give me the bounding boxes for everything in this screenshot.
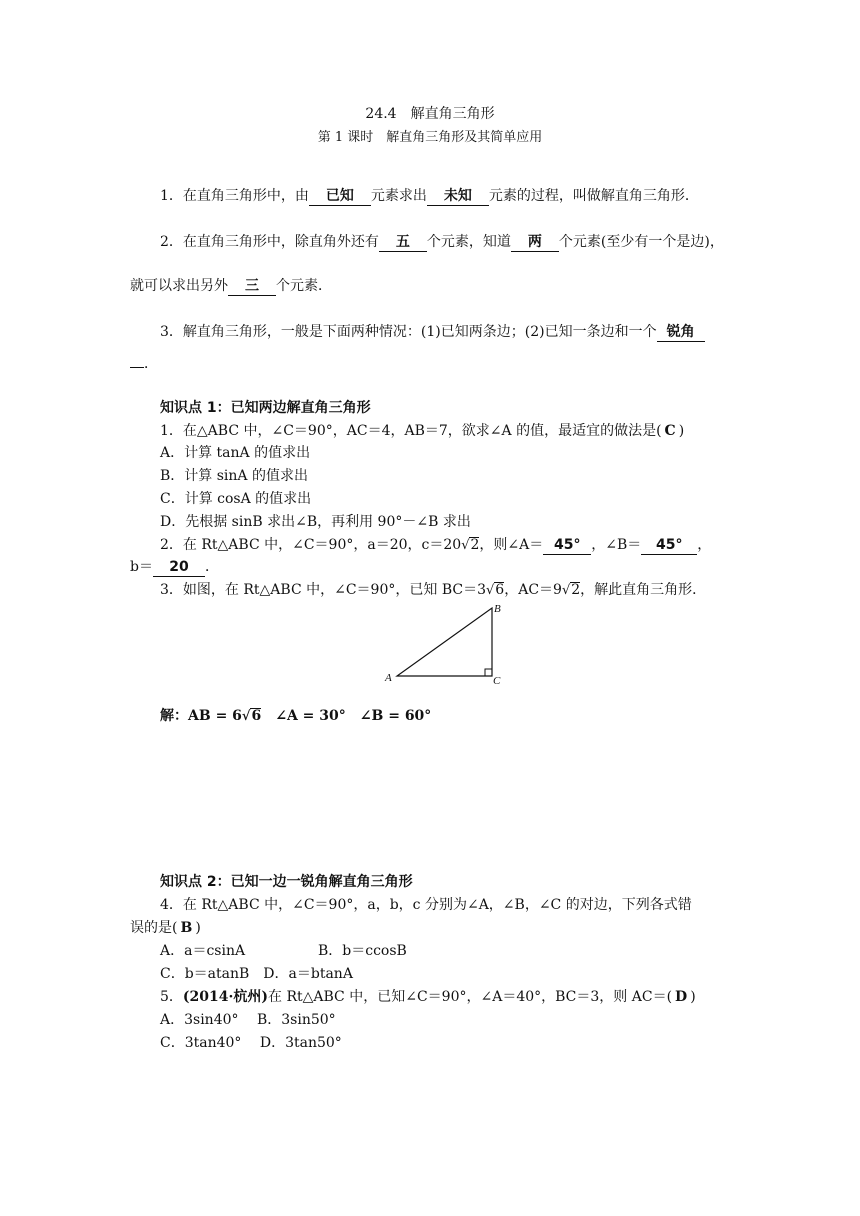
p3-radicand-1: 6 [495,582,505,598]
label-c: C [493,675,501,687]
problem-2: 2．在 Rt△ABC 中，∠C＝90°，a＝20，c＝20√2，则∠A＝ 45° ，∠B＝ 45° ， [160,537,712,553]
p3-text-a: 3．如图，在 Rt△ABC 中，∠C＝90°，已知 BC＝3 [160,582,486,598]
q1-text-a: 1．在直角三角形中，由 [160,188,309,204]
p2-answer-3: 20 [153,559,205,577]
p4-option-cd: C．b＝atanB D．a＝btanA [160,966,353,982]
p4-text-b: 误的是( [130,920,178,936]
p1-text: 1．在△ABC 中，∠C＝90°，AC＝4，AB＝7，欲求∠A 的值，最适宜的做法是( [160,423,662,439]
intro-q3-cont [130,354,158,374]
label-b: B [494,603,501,615]
p4-close: ) [195,920,201,936]
p1-option-d: D．先根据 sinB 求出∠B，再利用 90°－∠B 求出 [160,514,471,530]
q2-answer-2: 两 [511,234,559,252]
solution-radicand: 6 [251,708,262,724]
p5-option-ab: A．3sin40° B．3sin50° [160,1012,336,1028]
page-subtitle: 第 1 课时 解直角三角形及其简单应用 [317,130,543,145]
p2-text-a: 2．在 Rt△ABC 中，∠C＝90°，a＝20，c＝20 [160,537,462,553]
p2-text-f: ． [204,559,219,575]
p1-close: ) [678,423,685,439]
problem-2-cont [130,557,219,577]
solution-text-a: 解：AB = 6 [160,708,242,724]
q3-end: ． [144,356,158,372]
q2-text-c: 个元素(至少有一个是边)， [558,234,724,250]
triangle-figure [380,600,510,690]
p2-text-b: ，则∠A＝ [479,537,544,553]
p5-answer: D [675,989,688,1005]
solution: 解：AB = 6√6 ∠A = 30° ∠B = 60° [160,708,432,724]
p1-answer: C [664,423,676,439]
q1-text-c: 元素的过程，叫做解直角三角形． [488,188,699,204]
right-angle-mark [485,669,492,676]
p2-text-d: ， [697,537,712,553]
q2-text-e: 个元素． [276,278,332,294]
intro-q2-cont [130,276,332,296]
p1-option-c: C．计算 cosA 的值求出 [160,491,312,507]
q2-text-b: 个元素，知道 [426,234,511,250]
p5-source: (2014·杭州) [182,989,269,1005]
problem-1 [160,421,684,441]
p1-option-b: B．计算 sinA 的值求出 [160,468,308,484]
q3-answer: 锐角 [657,324,705,342]
p2-answer-1: 45° [543,537,591,555]
p2-text-e: b＝ [130,559,153,575]
p2-text-c: ，∠B＝ [591,537,642,553]
triangle-shape [397,608,492,676]
problem-5 [160,987,696,1007]
p4-answer: B [180,920,193,936]
problem-4-cont [130,918,201,938]
solution-text-b: ∠A = 30° ∠B = 60° [261,708,432,724]
section-1-heading: 知识点 1：已知两边解直角三角形 [160,400,371,416]
q2-answer-1: 五 [379,234,427,252]
intro-q3 [160,322,705,342]
problem-3: 3．如图，在 Rt△ABC 中，∠C＝90°，已知 BC＝3√6，AC＝9√2，解此直角三角形． [160,582,707,598]
label-a: A [385,672,392,684]
p5-text-b: 在 Rt△ABC 中，已知∠C＝90°，∠A＝40°，BC＝3，则 AC＝( [268,989,673,1005]
p4-option-b: B．b＝ccosB [318,943,407,959]
p1-option-a: A．计算 tanA 的值求出 [160,445,311,461]
intro-q2 [160,232,724,252]
q3-text-a: 3．解直角三角形，一般是下面两种情况：(1)已知两条边；(2)已知一条边和一个 [160,324,657,340]
p2-radicand: 2 [470,537,480,553]
problem-4: 4．在 Rt△ABC 中，∠C＝90°，a，b，c 分别为∠A，∠B，∠C 的对边，下列各式错 [160,897,692,913]
q2-text-d: 就可以求出另外 [130,278,228,294]
p3-text-c: ，解此直角三角形． [580,582,707,598]
p2-answer-2: 45° [641,537,697,555]
p3-radicand-2: 2 [571,582,581,598]
q2-answer-3: 三 [228,278,276,296]
p5-text-a: 5． [160,989,183,1005]
q2-text-a: 2．在直角三角形中，除直角外还有 [160,234,379,250]
intro-q1 [160,186,699,206]
section-2-heading: 知识点 2：已知一边一锐角解直角三角形 [160,874,413,890]
p3-text-b: ，AC＝9 [504,582,562,598]
p4-option-a: A．a＝csinA [160,943,246,959]
q1-text-b: 元素求出 [370,188,427,204]
p5-option-cd: C．3tan40° D．3tan50° [160,1035,342,1051]
q1-answer-2: 未知 [427,188,489,206]
page-title: 24.4 解直角三角形 [365,106,495,122]
p5-close: ) [690,989,696,1005]
q1-answer-1: 已知 [309,188,371,206]
